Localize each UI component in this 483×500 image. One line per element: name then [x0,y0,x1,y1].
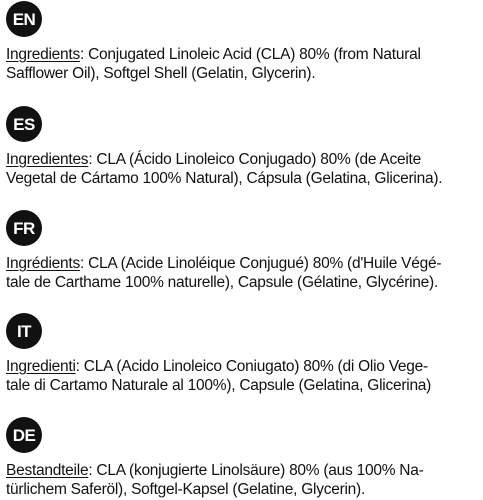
ingredients-line-1 [6,254,480,273]
section-en [6,1,480,83]
ingredients-label: Bestandteile [6,462,89,479]
language-badge-it: IT [6,313,42,349]
ingredients-line-1 [6,461,480,480]
ingredients-line-2: tale di Cartamo Naturale al 100%), Capsule (Gelatina, Glicerina) [6,377,432,394]
ingredients-line-2: tale de Carthame 100% naturelle), Capsule (Gélatine, Glycérine). [6,274,439,291]
ingredients-text-en [6,45,480,83]
language-badge-es: ES [6,106,42,142]
ingredients-line-1 [6,357,480,376]
ingredients-line-1 [6,45,480,64]
language-badge-en: EN [6,1,42,37]
ingredients-line-1-rest: : Conjugated Linoleic Acid (CLA) 80% (from Natural [79,46,421,63]
section-de [6,417,480,499]
language-badge-de: DE [6,417,42,453]
ingredients-line-1 [6,150,480,169]
ingredients-text-de [6,461,480,499]
ingredients-line-1-rest: : CLA (Ácido Linoleico Conjugado) 80% (de Aceite [88,151,421,168]
ingredients-line-1-rest: : CLA (Acide Linoléique Conjugué) 80% (d'Huile Végé- [79,255,442,272]
section-fr [6,210,480,292]
language-badge-fr: FR [6,210,42,246]
section-es [6,106,480,188]
section-it [6,313,480,395]
ingredients-text-es [6,150,480,188]
ingredients-text-fr [6,254,480,292]
ingredients-line-2: Vegetal de Cártamo 100% Natural), Cápsula (Gelatina, Glicerina). [6,170,443,187]
ingredients-text-it [6,357,480,395]
ingredients-label: Ingredienti [6,358,76,375]
ingredients-line-2: türlichem Saferöl), Softgel-Kapsel (Gelatine, Glycerin). [6,481,366,498]
ingredients-line-2: Safflower Oil), Softgel Shell (Gelatin, Glycerin). [6,65,316,82]
ingredients-label: Ingredientes [6,151,89,168]
ingredients-line-1-rest: : CLA (konjugierte Linolsäure) 80% (aus 100% Na- [88,462,424,479]
ingredients-label: Ingredients [6,46,80,63]
ingredients-label: Ingrédients [6,255,80,272]
ingredients-line-1-rest: : CLA (Acido Linoleico Coniugato) 80% (di Olio Vege- [75,358,428,375]
